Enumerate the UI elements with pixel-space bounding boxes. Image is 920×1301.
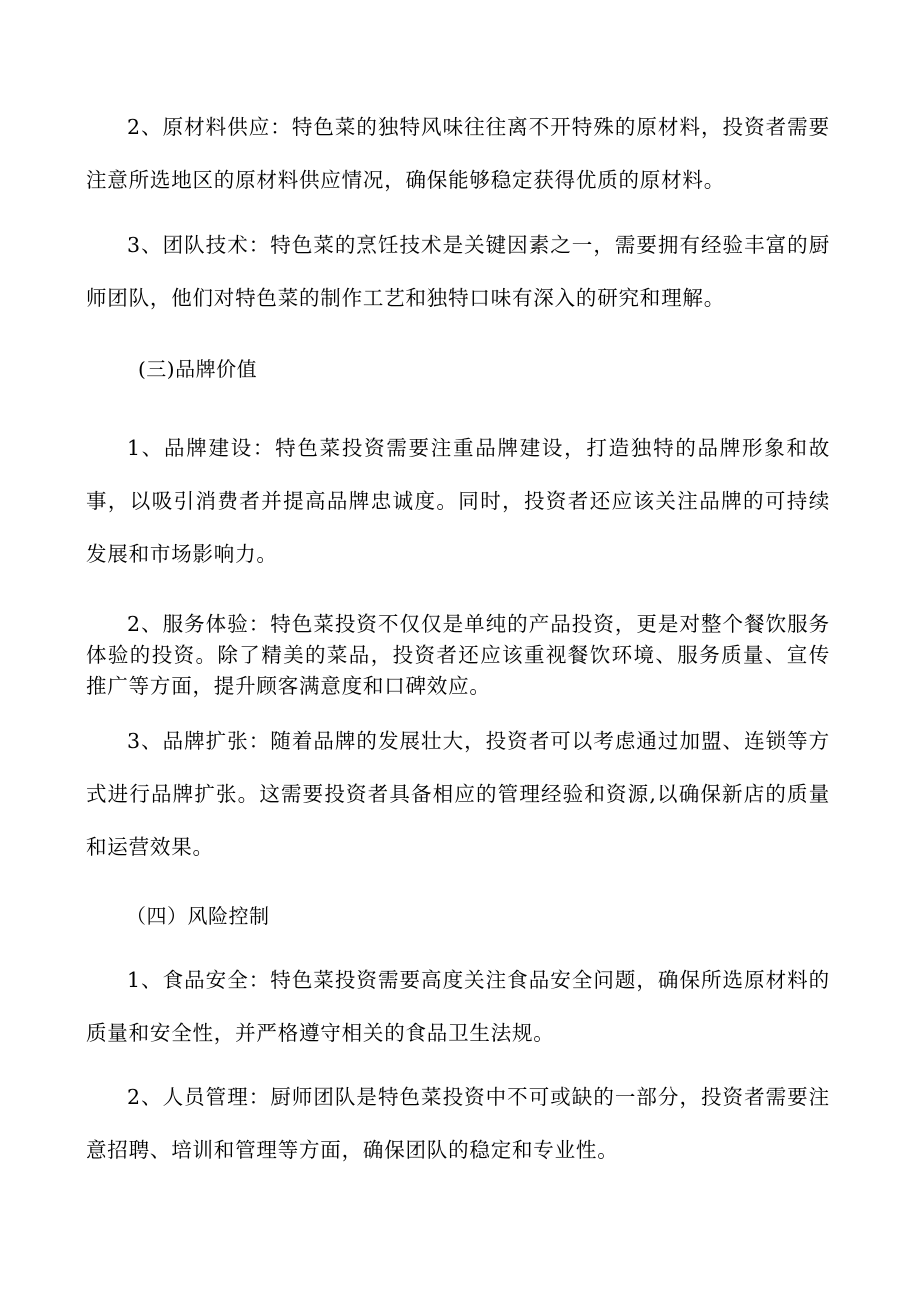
paragraph-team-technique: 3、团队技术：特色菜的烹饪技术是关键因素之一，需要拥有经验丰富的厨师团队，他们对特色菜的制作工艺和独特口味有深入的研究和理解。 xyxy=(86,233,830,310)
paragraph-brand-building: 1、品牌建设：特色菜投资需要注重品牌建设，打造独特的品牌形象和故事，以吸引消费者并提高品牌忠诚度。同时，投资者还应该关注品牌的可持续发展和市场影响力。 xyxy=(86,436,830,566)
paragraph-brand-expansion: 3、品牌扩张：随着品牌的发展壮大，投资者可以考虑通过加盟、连锁等方式进行品牌扩张。这需要投资者具备相应的管理经验和资源,以确保新店的质量和运营效果。 xyxy=(86,729,830,859)
section-heading-risk-control: （四）风险控制 xyxy=(126,904,270,928)
paragraph-food-safety: 1、食品安全：特色菜投资需要高度关注食品安全问题，确保所选原材料的质量和安全性，并严格遵守相关的食品卫生法规。 xyxy=(86,968,830,1045)
paragraph-personnel-management: 2、人员管理：厨师团队是特色菜投资中不可或缺的一部分，投资者需要注意招聘、培训和管理等方面，确保团队的稳定和专业性。 xyxy=(86,1085,830,1162)
section-heading-brand-value: (三)品牌价值 xyxy=(138,357,258,381)
paragraph-service-experience: 2、服务体验：特色菜投资不仅仅是单纯的产品投资，更是对整个餐饮服务体验的投资。除了精美的菜品，投资者还应该重视餐饮环境、服务质量、宣传推广等方面，提升顾客满意度和口碑效应。 xyxy=(86,612,830,698)
paragraph-raw-material-supply: 2、原材料供应：特色菜的独特风味往往离不开特殊的原材料，投资者需要注意所选地区的原材料供应情况，确保能够稳定获得优质的原材料。 xyxy=(86,115,830,192)
